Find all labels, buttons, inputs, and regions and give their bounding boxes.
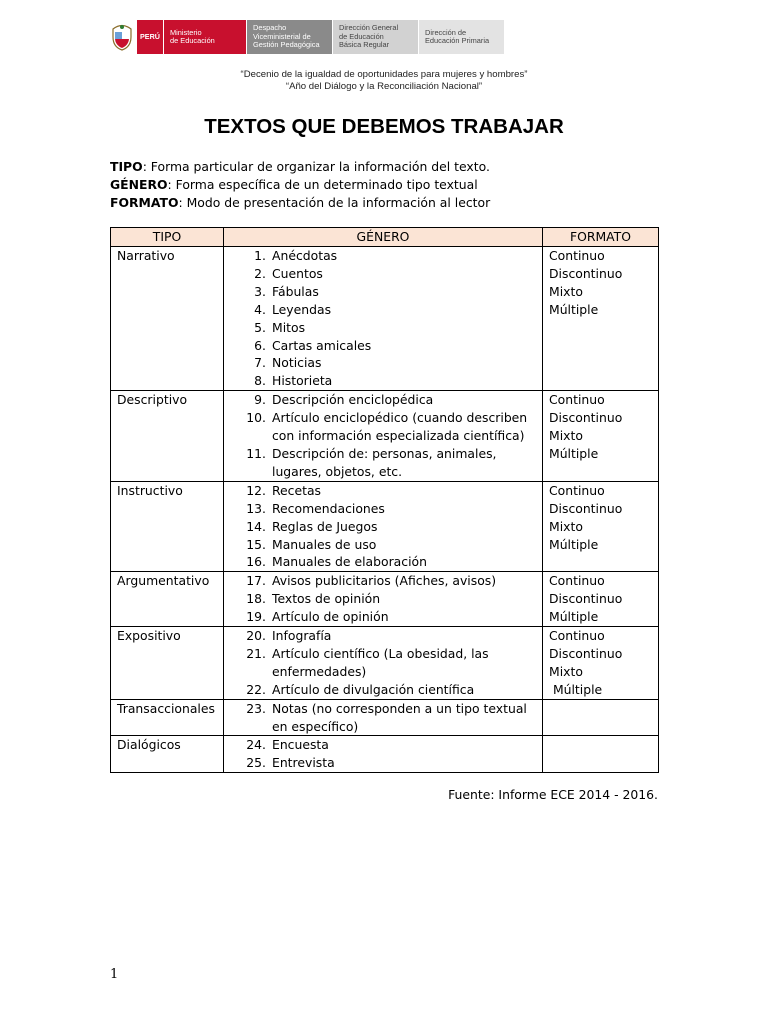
item-number: 1. — [254, 248, 266, 263]
cell-formato — [543, 481, 659, 572]
item-text: Artículo científico (La obesidad, las enfermedades) — [272, 645, 489, 679]
item-number: 2. — [254, 265, 266, 281]
institutional-header — [110, 20, 505, 54]
item-number: 13. — [246, 500, 266, 516]
item-number: 17. — [246, 573, 266, 589]
format-item: Continuo — [549, 392, 605, 408]
format-item: Mixto — [549, 283, 583, 299]
list-item — [224, 500, 542, 518]
item-number: 12. — [246, 482, 266, 498]
cell-tipo: Expositivo — [111, 627, 224, 700]
format-item: Mixto — [549, 518, 583, 534]
definition-formato — [110, 194, 490, 212]
list-item — [224, 700, 542, 736]
list-item — [224, 645, 542, 681]
table-row — [111, 572, 659, 627]
despacho-line: Viceministerial de — [253, 31, 311, 41]
despacho-line: Gestión Pedagógica — [253, 40, 320, 50]
genero-list — [224, 627, 542, 699]
header-genero: GÉNERO — [224, 228, 543, 247]
item-number: 25. — [246, 755, 266, 771]
list-item — [224, 590, 542, 608]
item-number: 7. — [254, 355, 266, 371]
item-text: Cartas amicales — [272, 337, 372, 353]
definition-text: : Forma específica de un determinado tipo textual — [167, 177, 478, 192]
table-row — [111, 481, 659, 572]
definition-text: : Forma particular de organizar la información del texto. — [142, 159, 490, 174]
item-text: Historieta — [272, 373, 333, 389]
cell-genero — [224, 391, 543, 482]
format-item: Mixto — [549, 428, 583, 444]
item-text: Artículo enciclopédico (cuando describen con información especializada científica) — [272, 410, 528, 444]
format-item: Continuo — [549, 482, 605, 498]
list-item — [224, 372, 542, 390]
item-number: 11. — [246, 445, 266, 461]
despacho-line: Despacho — [253, 23, 287, 33]
genero-list — [224, 391, 542, 481]
dgebr-line: Básica Regular — [339, 40, 390, 50]
item-text: Anécdotas — [272, 248, 338, 263]
format-item: Continuo — [549, 628, 605, 644]
peru-label: PERÚ — [137, 20, 164, 54]
list-item — [224, 518, 542, 536]
list-item — [224, 608, 542, 626]
format-item: Múltiple — [549, 445, 599, 461]
item-text: Artículo de divulgación científica — [272, 681, 475, 697]
dgebr-block — [333, 20, 419, 54]
table-row — [111, 627, 659, 700]
definition-genero — [110, 176, 478, 194]
dep-line: Educación Primaria — [425, 36, 490, 45]
cell-genero — [224, 699, 543, 736]
item-text: Fábulas — [272, 283, 319, 299]
list-item — [224, 553, 542, 571]
format-item: Discontinuo — [549, 645, 623, 661]
table-body — [111, 247, 659, 773]
list-item — [224, 736, 542, 754]
page-number: 1 — [110, 967, 119, 982]
list-item — [224, 391, 542, 409]
cell-tipo: Narrativo — [111, 247, 224, 391]
genero-list — [224, 247, 542, 390]
item-number: 10. — [246, 410, 266, 426]
item-number: 20. — [246, 628, 266, 644]
format-item: Discontinuo — [549, 591, 623, 607]
table-row — [111, 247, 659, 391]
cell-formato — [543, 627, 659, 700]
item-text: Manuales de uso — [272, 536, 377, 552]
despacho-block — [247, 20, 333, 54]
table-row — [111, 699, 659, 736]
item-number: 3. — [254, 283, 266, 299]
list-item — [224, 482, 542, 500]
list-item — [224, 354, 542, 372]
item-number: 22. — [246, 681, 266, 697]
item-text: Descripción enciclopédica — [272, 392, 434, 408]
dgebr-line: de Educación — [339, 31, 384, 41]
genero-list — [224, 736, 542, 772]
item-number: 14. — [246, 518, 266, 534]
item-number: 21. — [246, 645, 266, 661]
definition-text: : Modo de presentación de la información al lector — [178, 195, 491, 210]
list-item — [224, 283, 542, 301]
item-number: 16. — [246, 554, 266, 570]
item-text: Cuentos — [272, 265, 323, 281]
text-types-table — [110, 227, 659, 773]
genero-list — [224, 482, 542, 572]
item-text: Descripción de: personas, animales, lugares, objetos, etc. — [272, 445, 497, 479]
format-item: Continuo — [549, 573, 605, 589]
cell-tipo: Transaccionales — [111, 699, 224, 736]
cell-tipo: Descriptivo — [111, 391, 224, 482]
coat-of-arms-icon — [110, 20, 134, 54]
format-item: Continuo — [549, 248, 605, 263]
list-item — [224, 754, 542, 772]
list-item — [224, 445, 542, 481]
ministerio-line: de Educación — [170, 36, 215, 45]
genero-list — [224, 572, 542, 626]
cell-genero — [224, 627, 543, 700]
list-item — [224, 409, 542, 445]
item-number: 9. — [254, 392, 266, 408]
header-formato: FORMATO — [543, 228, 659, 247]
definition-term: GÉNERO — [110, 177, 168, 192]
cell-tipo: Instructivo — [111, 481, 224, 572]
list-item — [224, 337, 542, 355]
dgebr-line: Dirección General — [339, 23, 399, 33]
motto-line: “Decenio de la igualdad de oportunidades para mujeres y hombres” — [240, 69, 528, 80]
item-number: 19. — [246, 609, 266, 625]
item-text: Notas (no corresponden a un tipo textual en específico) — [272, 700, 527, 734]
format-item: Discontinuo — [549, 500, 623, 516]
item-number: 15. — [246, 536, 266, 552]
cell-formato — [543, 699, 659, 736]
item-text: Avisos publicitarios (Afiches, avisos) — [272, 573, 497, 589]
format-item: Múltiple — [549, 536, 599, 552]
ministerio-block — [164, 20, 247, 54]
item-number: 6. — [254, 337, 266, 353]
item-text: Artículo de opinión — [272, 609, 389, 625]
item-number: 5. — [254, 319, 266, 335]
table-row — [111, 736, 659, 773]
list-item — [224, 572, 542, 590]
cell-genero — [224, 481, 543, 572]
format-item: Discontinuo — [549, 410, 623, 426]
item-text: Textos de opinión — [272, 591, 381, 607]
list-item — [224, 319, 542, 337]
ministerio-line: Ministerio — [170, 27, 202, 37]
list-item — [224, 301, 542, 319]
motto-line: “Año del Diálogo y la Reconciliación Nacional” — [285, 81, 483, 92]
list-item — [224, 681, 542, 699]
item-text: Entrevista — [272, 755, 335, 771]
cell-formato — [543, 247, 659, 391]
item-number: 8. — [254, 373, 266, 389]
definition-term: FORMATO — [110, 195, 179, 210]
table-row — [111, 391, 659, 482]
dep-line: Dirección de — [425, 27, 467, 37]
item-text: Recomendaciones — [272, 500, 385, 516]
header-tipo: TIPO — [111, 228, 224, 247]
list-item — [224, 536, 542, 554]
cell-genero — [224, 572, 543, 627]
item-text: Recetas — [272, 482, 322, 498]
page-title: TEXTOS QUE DEBEMOS TRABAJAR — [204, 115, 564, 138]
item-text: Manuales de elaboración — [272, 554, 427, 570]
definition-term: TIPO — [110, 159, 143, 174]
cell-formato — [543, 572, 659, 627]
cell-formato — [543, 736, 659, 773]
dep-block — [419, 20, 505, 54]
cell-formato — [543, 391, 659, 482]
cell-genero — [224, 247, 543, 391]
format-item: Mixto — [549, 663, 583, 679]
format-item: Discontinuo — [549, 265, 623, 281]
item-number: 24. — [246, 737, 266, 753]
cell-tipo: Argumentativo — [111, 572, 224, 627]
item-number: 4. — [254, 301, 266, 317]
item-number: 18. — [246, 591, 266, 607]
format-item: Múltiple — [549, 681, 603, 697]
list-item — [224, 627, 542, 645]
cell-tipo: Dialógicos — [111, 736, 224, 773]
format-item: Múltiple — [549, 301, 599, 317]
list-item — [224, 247, 542, 265]
list-item — [224, 265, 542, 283]
format-item: Múltiple — [549, 609, 599, 625]
item-text: Mitos — [272, 319, 306, 335]
genero-list — [224, 700, 542, 736]
item-text: Encuesta — [272, 737, 329, 753]
item-number: 23. — [246, 700, 266, 716]
item-text: Reglas de Juegos — [272, 518, 378, 534]
item-text: Infografía — [272, 628, 332, 644]
table-header-row — [111, 228, 659, 247]
source-note: Fuente: Informe ECE 2014 - 2016. — [448, 787, 658, 802]
cell-genero — [224, 736, 543, 773]
definition-tipo — [110, 158, 490, 176]
item-text: Noticias — [272, 355, 322, 371]
item-text: Leyendas — [272, 301, 332, 317]
